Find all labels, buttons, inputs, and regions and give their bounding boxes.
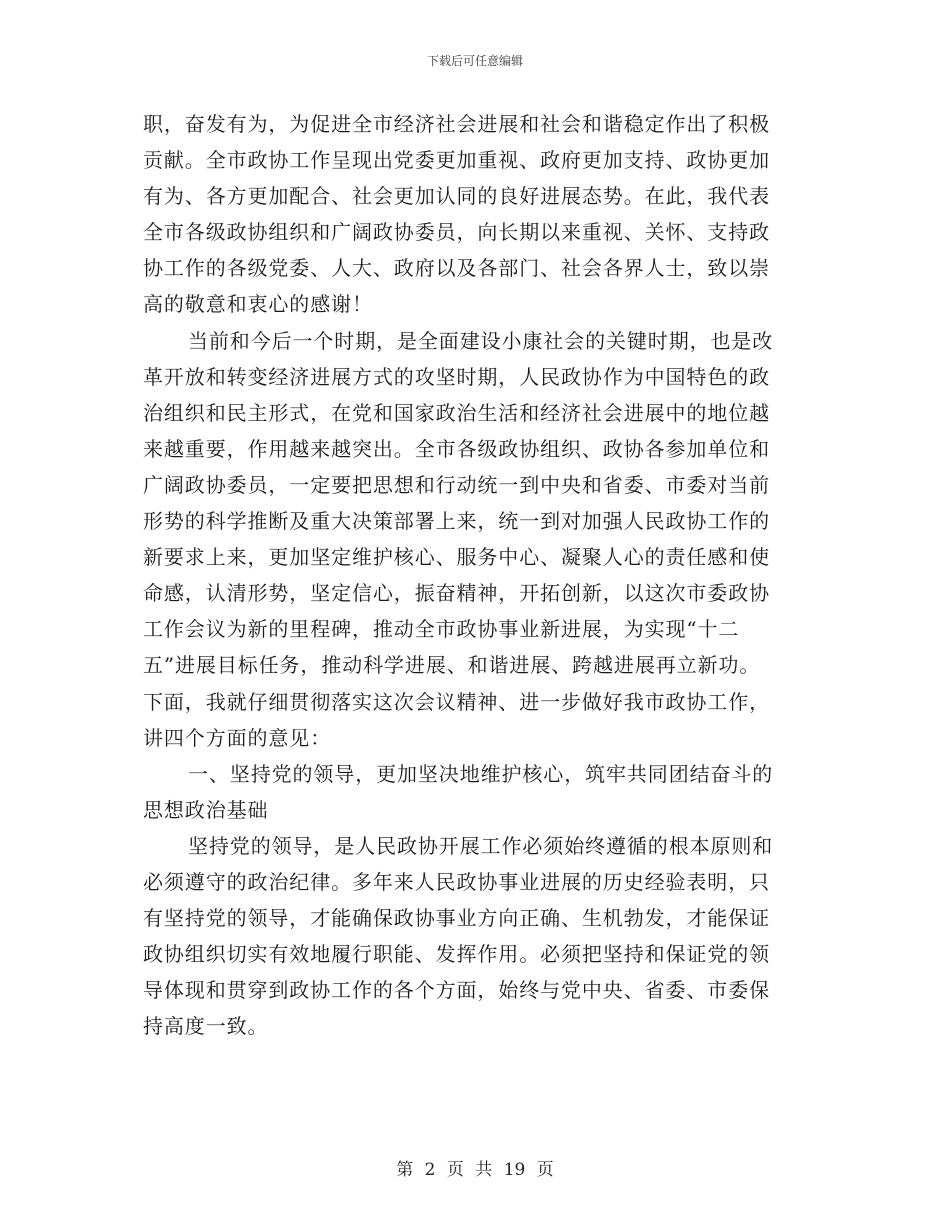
text-line: 来越重要，作用越来越突出。全市各级政协组织、政协各参加单位和 (143, 436, 770, 461)
footer-mid: 共 (475, 1160, 493, 1180)
text-line: 治组织和民主形式，在党和国家政治生活和经济社会进展中的地位越 (143, 400, 770, 425)
text-line: 协工作的各级党委、人大、政府以及各部门、社会各界人士，致以崇 (143, 256, 770, 281)
page-header-note: 下载后可任意编辑 (426, 54, 523, 68)
text-line: 职，奋发有为，为促进全市经济社会进展和社会和谐稳定作出了积极 (143, 112, 770, 136)
section-heading-line: 思想政治基础 (143, 797, 269, 822)
current-page-number: 2 (424, 1160, 436, 1180)
text-line: 导体现和贯穿到政协工作的各个方面，始终与党中央、省委、市委保 (143, 978, 770, 1003)
page-footer (0, 1155, 950, 1180)
text-line: 必须遵守的政治纪律。多年来人民政协事业进展的历史经验表明，只 (143, 869, 770, 894)
text-line: 革开放和转变经济进展方式的攻坚时期，人民政协作为中国特色的政 (143, 364, 770, 389)
text-line: 高的敬意和衷心的感谢！ (143, 292, 373, 317)
text-line: 讲四个方面的意见： (143, 725, 332, 750)
text-line: 形势的科学推断及重大决策部署上来，统一到对加强人民政协工作的 (143, 509, 770, 534)
paragraph-start-line: 当前和今后一个时期，是全面建设小康社会的关键时期，也是改 (188, 328, 774, 353)
footer-total-unit: 页 (536, 1160, 554, 1180)
text-line: 新要求上来，更加坚定维护核心、服务中心、凝聚人心的责任感和使 (143, 545, 770, 570)
text-line: 贡献。全市政协工作呈现出党委更加重视、政府更加支持、政协更加 (143, 148, 770, 173)
text-line: 有坚持党的领导，才能确保政协事业方向正确、生机勃发，才能保证 (143, 906, 770, 931)
total-page-count: 19 (503, 1160, 526, 1180)
text-line: 有为、各方更加配合、社会更加认同的良好进展态势。在此，我代表 (143, 184, 770, 209)
text-line: 政协组织切实有效地履行职能、发挥作用。必须把坚持和保证党的领 (143, 942, 770, 967)
text-line: 工作会议为新的里程碑，推动全市政协事业新进展，为实现“十二 (143, 617, 740, 642)
paragraph-start-line: 坚持党的领导，是人民政协开展工作必须始终遵循的根本原则和 (188, 833, 774, 858)
text-line: 持高度一致。 (143, 1014, 269, 1039)
section-heading-line: 一、坚持党的领导，更加坚决地维护核心，筑牢共同团结奋斗的 (188, 761, 774, 786)
footer-page-unit: 页 (446, 1160, 464, 1180)
document-body (143, 106, 808, 1044)
footer-prefix: 第 (396, 1160, 414, 1180)
text-line: 广阔政协委员，一定要把思想和行动统一到中央和省委、市委对当前 (143, 472, 770, 497)
text-line: 五”进展目标任务，推动科学进展、和谐进展、跨越进展再立新功。 (143, 653, 761, 678)
text-line: 下面，我就仔细贯彻落实这次会议精神、进一步做好我市政协工作， (143, 689, 770, 714)
text-line: 命感，认清形势，坚定信心，振奋精神，开拓创新，以这次市委政协 (143, 581, 770, 606)
text-line: 全市各级政协组织和广阔政协委员，向长期以来重视、关怀、支持政 (143, 220, 770, 245)
